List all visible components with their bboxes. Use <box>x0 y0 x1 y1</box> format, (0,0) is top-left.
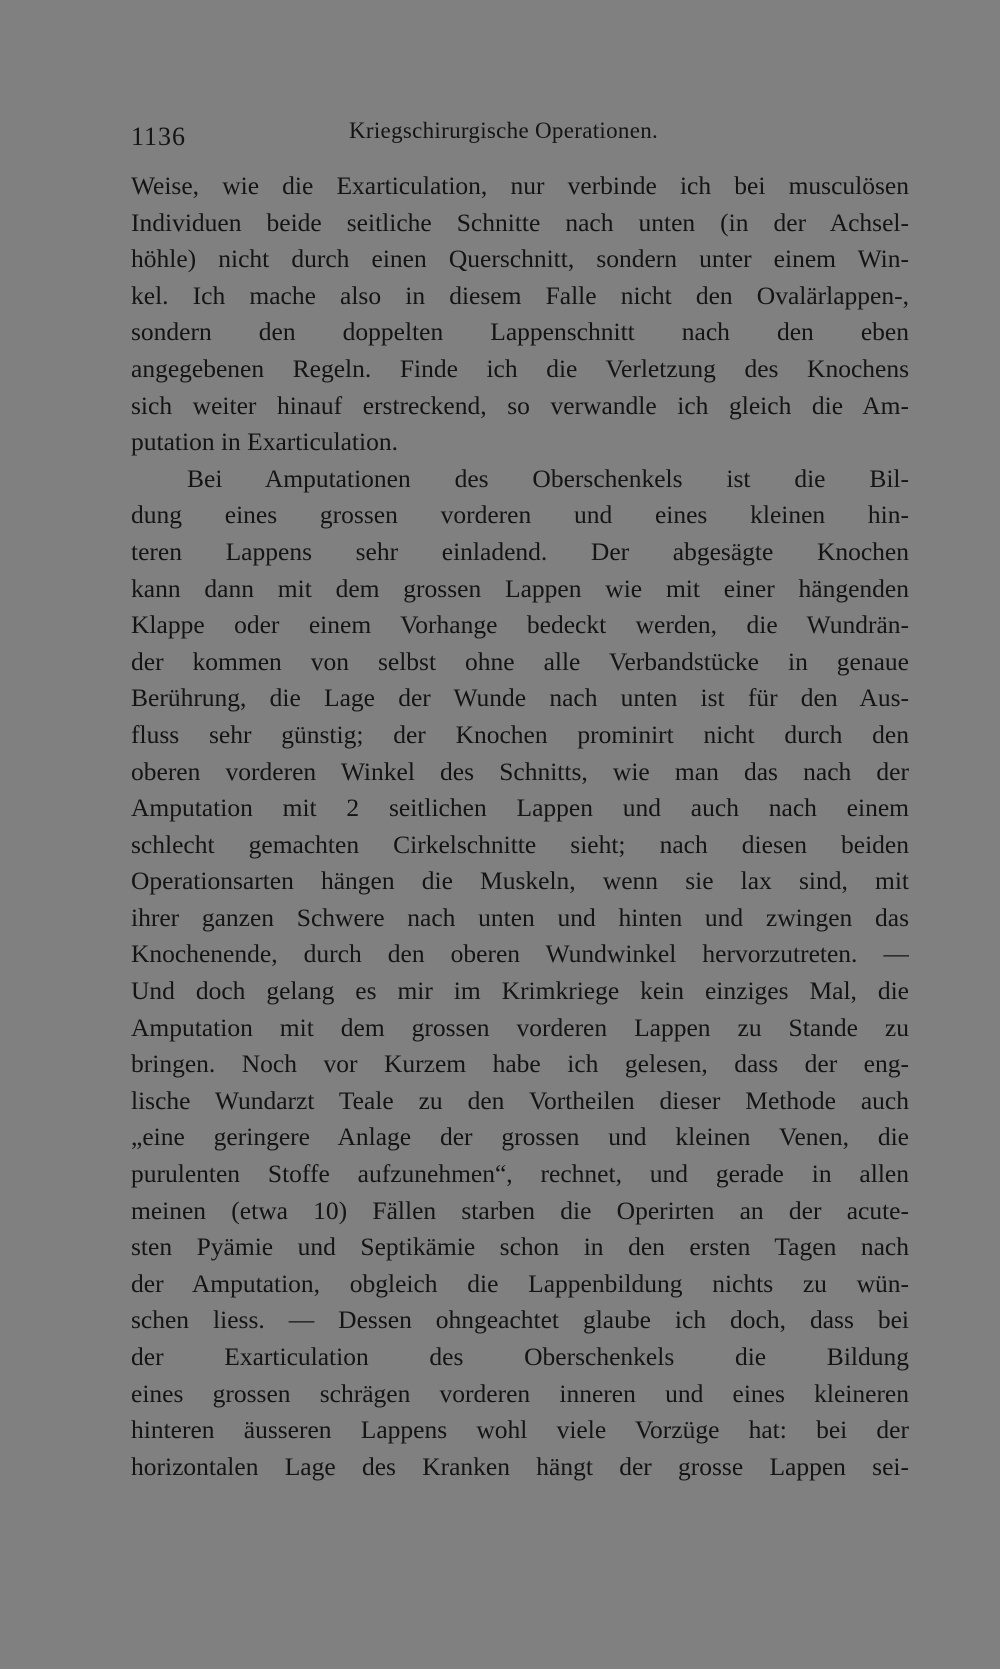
text-line: hinteren äusseren Lappens wohl viele Vorzüge hat: bei der <box>131 1415 909 1445</box>
text-line: Operationsarten hängen die Muskeln, wenn sie lax sind, mit <box>131 866 909 896</box>
text-line: Klappe oder einem Vorhange bedeckt werden, die Wundrän- <box>131 610 909 640</box>
paragraph <box>131 461 909 1486</box>
text-line: angegebenen Regeln. Finde ich die Verletzung des Knochens <box>131 353 909 383</box>
text-line: schlecht gemachten Cirkelschnitte sieht; nach diesen beiden <box>131 829 909 859</box>
text-line: bringen. Noch vor Kurzem habe ich gelesen, dass der eng- <box>131 1049 909 1079</box>
text-line: kann dann mit dem grossen Lappen wie mit einer hängenden <box>131 573 909 603</box>
text-line: sten Pyämie und Septikämie schon in den ersten Tagen nach <box>131 1232 909 1262</box>
text-line: teren Lappens sehr einladend. Der abgesägte Knochen <box>131 536 909 566</box>
page-number: 1136 <box>131 122 187 151</box>
text-line: der Amputation, obgleich die Lappenbildung nichts zu wün- <box>131 1268 909 1298</box>
text-line: der Exarticulation des Oberschenkels die Bildung <box>131 1342 909 1371</box>
text-line: Weise, wie die Exarticulation, nur verbinde ich bei musculösen <box>131 171 909 200</box>
text-line: meinen (etwa 10) Fällen starben die Operirten an der acute- <box>131 1195 909 1225</box>
text-line: „eine geringere Anlage der grossen und kleinen Venen, die <box>131 1122 909 1152</box>
text-line: Berührung, die Lage der Wunde nach unten ist für den Aus- <box>131 683 909 713</box>
paragraph <box>131 168 909 461</box>
text-line: putation in Exarticulation. <box>131 427 398 457</box>
page-header <box>131 118 909 154</box>
text-line: höhle) nicht durch einen Querschnitt, sondern unter einem Win- <box>131 244 909 274</box>
text-line: dung eines grossen vorderen und eines kleinen hin- <box>131 500 909 530</box>
text-line: ihrer ganzen Schwere nach unten und hinten und zwingen das <box>131 902 909 932</box>
text-line: lische Wundarzt Teale zu den Vortheilen dieser Methode auch <box>131 1085 909 1115</box>
body-text <box>131 168 909 1485</box>
text-line: Und doch gelang es mir im Krimkriege kein einziges Mal, die <box>131 976 909 1006</box>
text-line: eines grossen schrägen vorderen inneren und eines kleineren <box>131 1378 909 1408</box>
text-line: sondern den doppelten Lappenschnitt nach den eben <box>131 317 909 347</box>
text-line: Bei Amputationen des Oberschenkels ist die Bil- <box>187 463 909 493</box>
text-line: fluss sehr günstig; der Knochen prominirt nicht durch den <box>131 719 909 749</box>
text-line: Amputation mit dem grossen vorderen Lappen zu Stande zu <box>131 1012 909 1042</box>
text-line: Knochenende, durch den oberen Wundwinkel hervorzutreten. — <box>131 939 909 969</box>
text-line: sich weiter hinauf erstreckend, so verwandle ich gleich die Am- <box>131 390 909 420</box>
text-line: Amputation mit 2 seitlichen Lappen und auch nach einem <box>131 793 909 823</box>
text-line: horizontalen Lage des Kranken hängt der grosse Lappen sei- <box>131 1451 909 1481</box>
text-line: Individuen beide seitliche Schnitte nach unten (in der Achsel- <box>131 207 909 237</box>
running-title: Kriegschirurgische Operationen. <box>349 118 659 143</box>
text-line: kel. Ich mache also in diesem Falle nicht den Ovalärlappen-, <box>131 280 909 310</box>
text-line: schen liess. — Dessen ohngeachtet glaube ich doch, dass bei <box>131 1305 909 1335</box>
text-line: purulenten Stoffe aufzunehmen“, rechnet, und gerade in allen <box>131 1159 909 1189</box>
text-line: der kommen von selbst ohne alle Verbandstücke in genaue <box>131 646 909 676</box>
text-line: oberen vorderen Winkel des Schnitts, wie man das nach der <box>131 756 909 786</box>
